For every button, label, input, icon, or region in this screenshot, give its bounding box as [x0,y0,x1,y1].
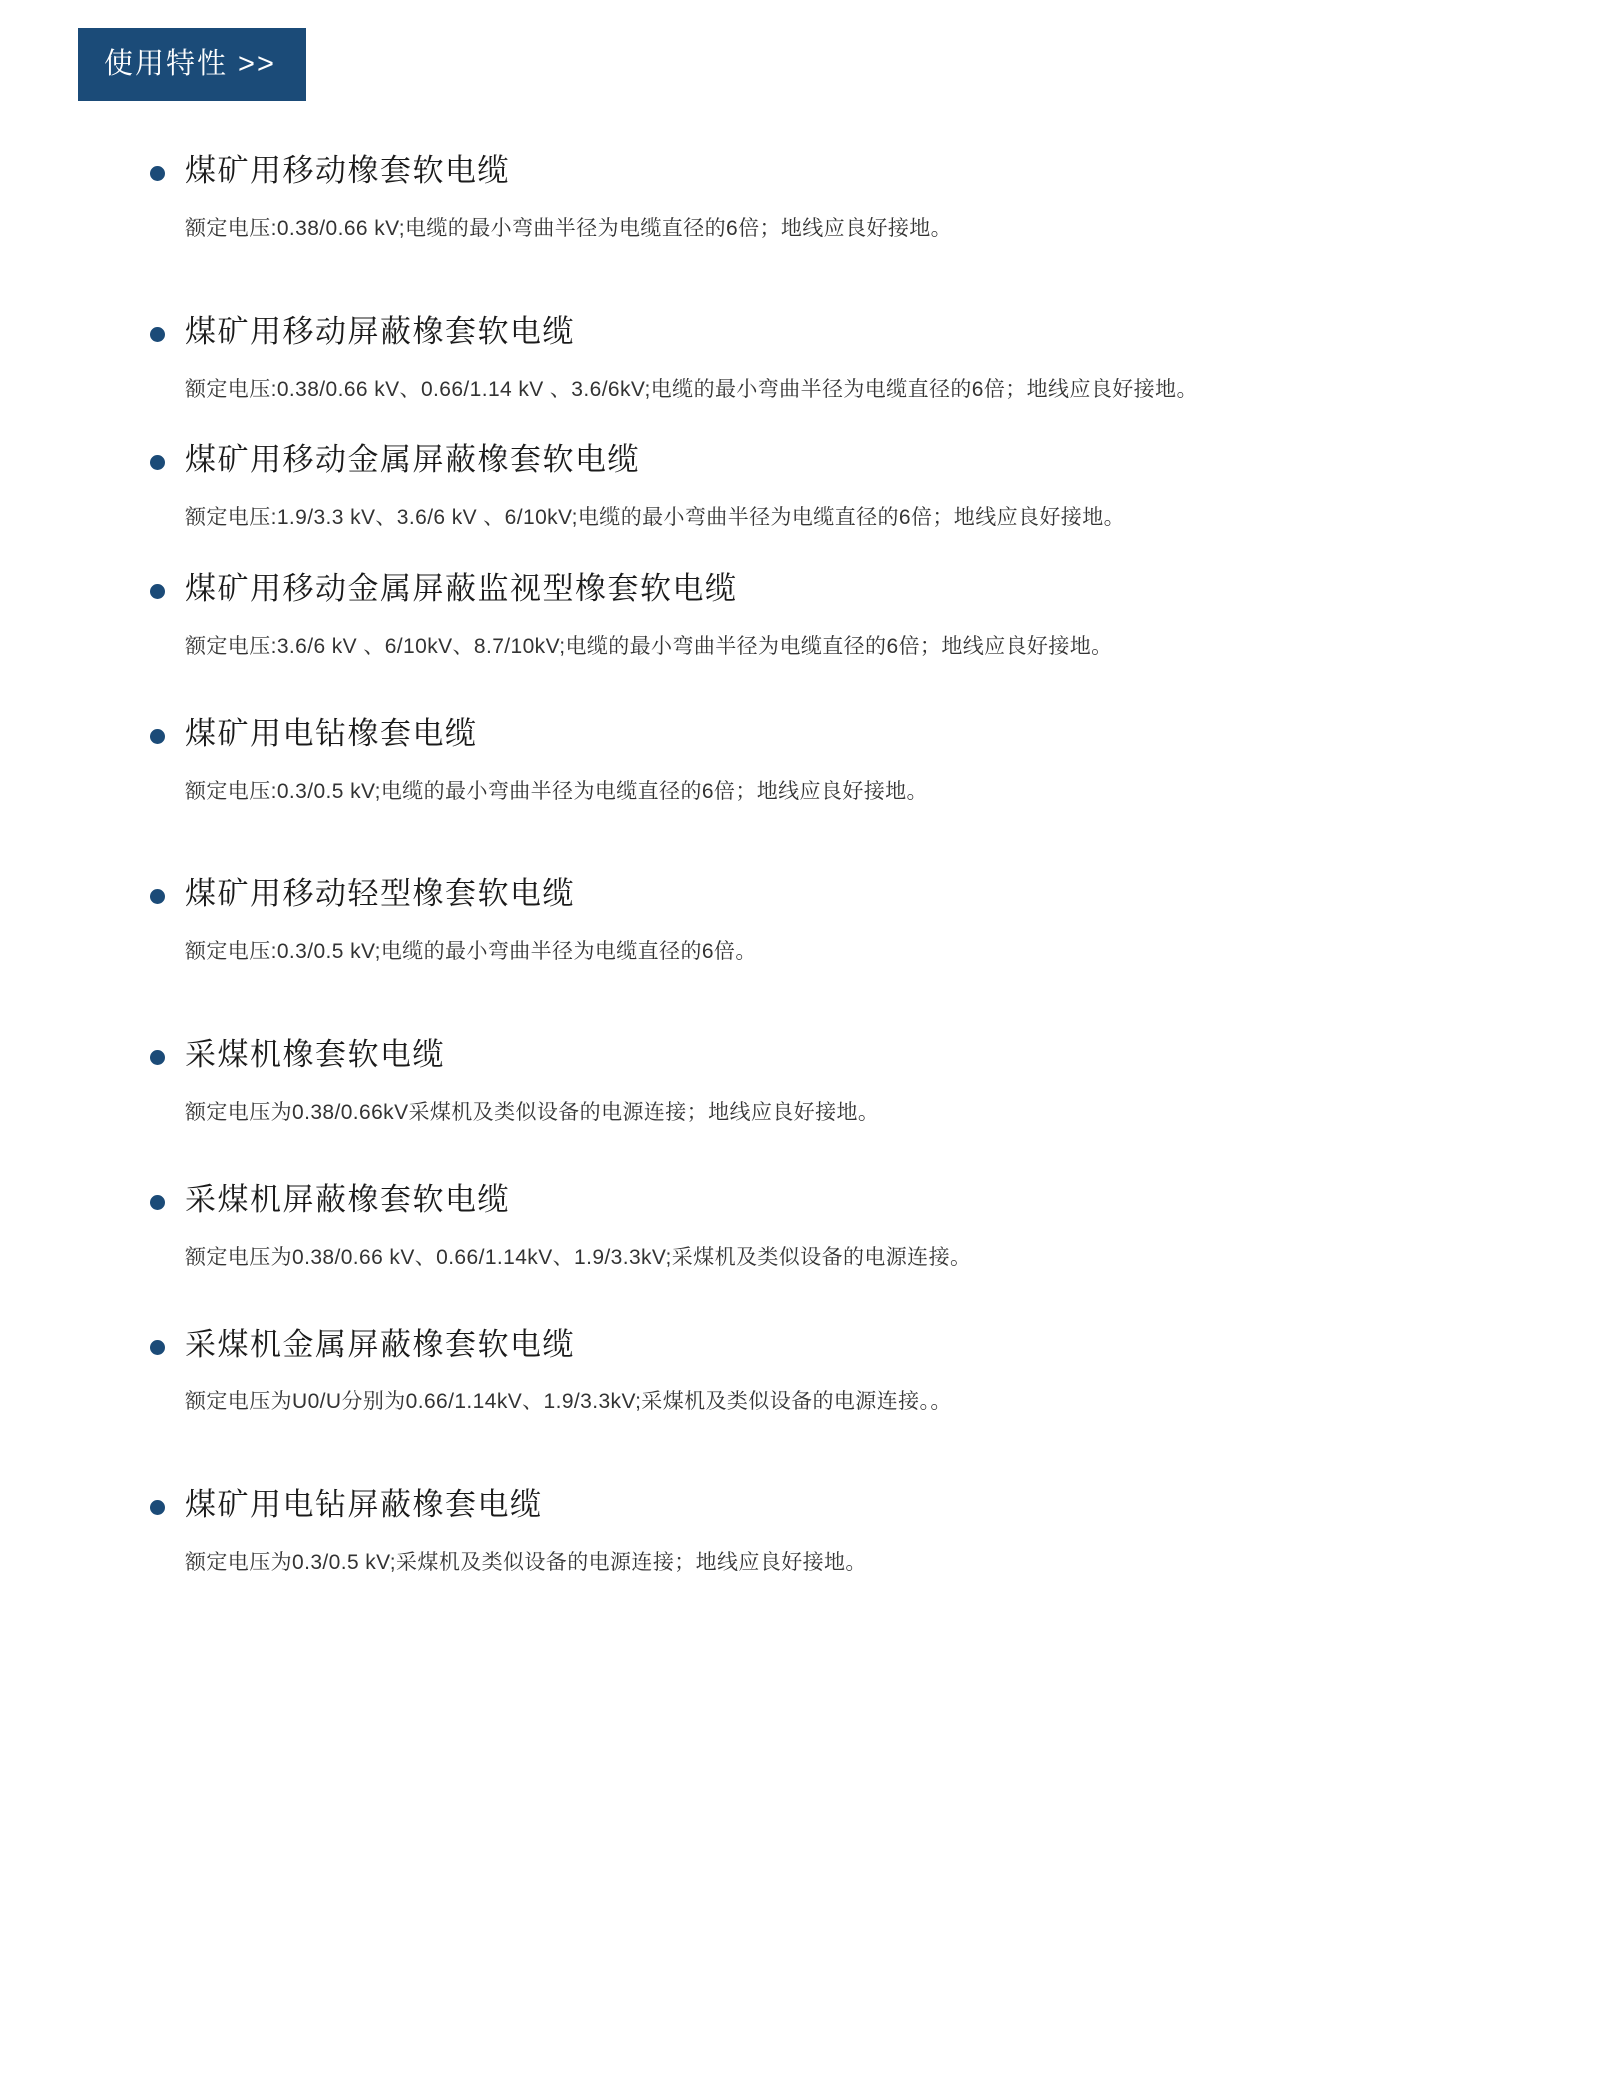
list-item [185,873,1482,972]
list-item-description: 额定电压:0.3/0.5 kV;电缆的最小弯曲半径为电缆直径的6倍。 [185,940,757,964]
bullet-icon [150,889,165,904]
list-item-description: 额定电压:1.9/3.3 kV、3.6/6 kV 、6/10kV;电缆的最小弯曲半径为电缆直径的6倍；地线应良好接地。 [185,506,1125,530]
list-item-title: 采煤机橡套软电缆 [185,1037,445,1073]
list-item-title: 煤矿用移动金属屏蔽监视型橡套软电缆 [185,571,738,607]
list-item [185,568,1482,667]
list-item [185,311,1482,410]
list-item [185,1034,1482,1133]
bullet-icon [150,729,165,744]
bullet-icon [150,455,165,470]
list-item-title: 煤矿用移动屏蔽橡套软电缆 [185,313,575,349]
list-item-description: 额定电压为0.3/0.5 kV;采煤机及类似设备的电源连接；地线应良好接地。 [185,1551,867,1575]
cable-spec-list [0,150,1602,1677]
list-item-description: 额定电压为0.38/0.66kV采煤机及类似设备的电源连接；地线应良好接地。 [185,1100,880,1124]
list-item-description: 额定电压:0.3/0.5 kV;电缆的最小弯曲半径为电缆直径的6倍；地线应良好接地。 [185,779,928,803]
bullet-icon [150,1500,165,1515]
bullet-icon [150,1050,165,1065]
list-item [185,1484,1482,1583]
list-item [185,439,1482,538]
list-item-title: 煤矿用电钻橡套电缆 [185,715,478,751]
list-item [185,713,1482,812]
list-item-description: 额定电压:0.38/0.66 kV;电缆的最小弯曲半径为电缆直径的6倍；地线应良好接地。 [185,216,953,240]
list-item-title: 采煤机屏蔽橡套软电缆 [185,1181,510,1217]
list-item-description: 额定电压:0.38/0.66 kV、0.66/1.14 kV 、3.6/6kV;电缆的最小弯曲半径为电缆直径的6倍；地线应良好接地。 [185,377,1198,401]
list-item-title: 煤矿用移动轻型橡套软电缆 [185,876,575,912]
bullet-icon [150,1195,165,1210]
bullet-icon [150,1340,165,1355]
list-item-title: 煤矿用移动橡套软电缆 [185,153,510,188]
list-item [185,1179,1482,1278]
list-item-title: 采煤机金属屏蔽橡套软电缆 [185,1326,575,1362]
bullet-icon [150,584,165,599]
section-tag-usage-characteristics: 使用特性 >> [78,28,306,101]
list-item [185,150,1482,249]
list-item-description: 额定电压为U0/U分别为0.66/1.14kV、1.9/3.3kV;采煤机及类似设备的电源连接。。 [185,1390,952,1414]
list-item-description: 额定电压为0.38/0.66 kV、0.66/1.14kV、1.9/3.3kV;采煤机及类似设备的电源连接。 [185,1245,972,1269]
list-item-title: 煤矿用移动金属屏蔽橡套软电缆 [185,442,640,478]
list-item-description: 额定电压:3.6/6 kV 、6/10kV、8.7/10kV;电缆的最小弯曲半径为电缆直径的6倍；地线应良好接地。 [185,634,1113,658]
bullet-icon [150,166,165,181]
bullet-icon [150,327,165,342]
list-item [185,1324,1482,1423]
list-item-title: 煤矿用电钻屏蔽橡套电缆 [185,1487,543,1523]
